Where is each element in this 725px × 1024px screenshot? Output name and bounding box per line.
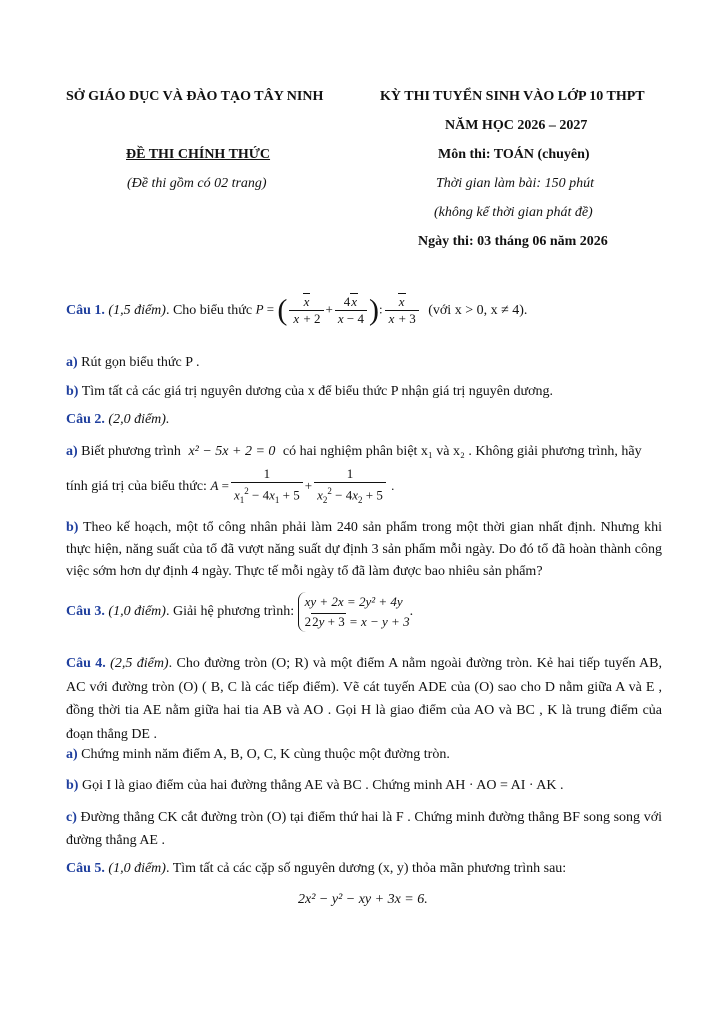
q3-eq2: 22y + 3 = x − y + 3 — [304, 614, 410, 629]
question-5 — [66, 858, 662, 880]
duration: Thời gian làm bài: 150 phút — [436, 176, 594, 191]
q2a-expression-line — [66, 466, 662, 506]
q4-text: . Cho đường tròn (O; R) và một điểm A nằm ngoài đường tròn. Kẻ hai tiếp tuyến AB, AC với đường tròn (O) ( B, C là các tiếp điểm). Vẽ cát tuyến ADE của (O) sao cho D nằm giữa A và E , đồng thời tia AE nằm giữa hai tia AB và AO . Gọi H là giao điểm của AO và BC , K là trung điểm của đoạn thẳng DE . — [66, 656, 662, 742]
q2a — [66, 441, 662, 463]
q1-intro: . Cho biểu thức — [165, 302, 253, 318]
q1b-label: b) — [66, 384, 79, 399]
q2b-label: b) — [66, 520, 79, 535]
q4-label: Câu 4. — [66, 656, 106, 671]
q1a-text: Rút gọn biểu thức P . — [81, 355, 200, 370]
q1-label: Câu 1. — [66, 302, 105, 318]
q2-label: Câu 2. — [66, 412, 105, 427]
duration-note: (không kể thời gian phát đề) — [434, 205, 593, 220]
q2a-text1: Biết phương trình — [81, 444, 181, 459]
q2-points: (2,0 điểm). — [108, 412, 170, 427]
school-year: NĂM HỌC 2026 – 2027 — [445, 118, 588, 133]
q4b-label: b) — [66, 778, 79, 793]
q2b — [66, 517, 662, 583]
q5-text: . Tìm tất cả các cặp số nguyên dương (x, y) thỏa mãn phương trình sau: — [165, 861, 567, 876]
q3-eq1: xy + 2x = 2y² + 4y — [304, 594, 403, 609]
department-name: SỞ GIÁO DỤC VÀ ĐÀO TẠO TÂY NINH — [66, 89, 324, 104]
q1a-label: a) — [66, 355, 78, 370]
q5-points: (1,0 điểm) — [108, 861, 166, 876]
q4a-text: Chứng minh năm điểm A, B, O, C, K cùng thuộc một đường tròn. — [81, 747, 450, 762]
q3-points: (1,0 điểm) — [108, 604, 166, 619]
q3-text: . Giải hệ phương trình: — [165, 604, 295, 619]
q2a-label: a) — [66, 444, 78, 459]
official-label: ĐỀ THI CHÍNH THỨC — [126, 147, 271, 162]
q5-label: Câu 5. — [66, 861, 105, 876]
question-3: Câu 3. (1,0 điểm). Giải hệ phương trình: xy + 2x = 2y² + 4y 22y + 3 = x − y + 3 . — [66, 592, 662, 636]
exam-title: KỲ THI TUYỂN SINH VÀO LỚP 10 THPT — [380, 89, 645, 104]
q4b-text: Gọi I là giao điểm của hai đường thẳng AE và BC . Chứng minh AH · AO = AI · AK . — [81, 778, 564, 793]
q2a-text2: có hai nghiệm phân biệt x₁ và x₂ . Không giải phương trình, hãy — [282, 444, 642, 459]
q2a-expression: A = $\frac{1}{x_1^2 - 4x_1 + 5}$ + $\frac{1}{x_2^2 - 4x_2 + 5}$ . — [210, 466, 395, 505]
pages-note: (Đề thi gồm có 02 trang) — [127, 176, 267, 191]
exam-date: Ngày thi: 03 tháng 06 năm 2026 — [418, 234, 608, 249]
q4-points: (2,5 điểm) — [110, 656, 169, 671]
question-1 — [66, 294, 662, 336]
q4c — [66, 806, 662, 852]
q4a-label: a) — [66, 747, 78, 762]
question-2 — [66, 409, 662, 431]
q1a — [66, 352, 662, 374]
q3-system — [298, 592, 410, 632]
q3-eq2-rhs: = x − y + 3 — [348, 614, 410, 629]
q4c-label: c) — [66, 810, 77, 825]
q2a-text3: tính giá trị của biểu thức: — [66, 478, 207, 494]
q4c-text: Đường thẳng CK cắt đường tròn (O) tại điểm thứ hai là F . Chứng minh đường thẳng BF song song với đường thẳng AE . — [66, 810, 662, 848]
q4b — [66, 775, 662, 797]
q5-equation: 2x² − y² − xy + 3x = 6. — [298, 892, 428, 907]
q1b-text: Tìm tất cả các giá trị nguyên dương của x để biểu thức P nhận giá trị nguyên dương. — [81, 384, 554, 399]
q3-label: Câu 3. — [66, 604, 105, 619]
q2a-equation: x² − 5x + 2 = 0 — [188, 444, 276, 459]
q4a — [66, 744, 662, 766]
q1-expression: P = ( $\frac{x}{x + 2}$ + $\frac{4x}{x - 4}$ ): $\frac{x}{x + 3}$ — [256, 294, 421, 327]
q1b — [66, 381, 662, 403]
q1-points: (1,5 điểm) — [108, 302, 166, 318]
q1-condition: (với x > 0, x ≠ 4). — [428, 302, 528, 318]
question-4 — [66, 652, 662, 746]
subject: Môn thi: TOÁN (chuyên) — [438, 147, 590, 162]
q2b-text: Theo kế hoạch, một tổ công nhân phải làm 240 sản phẩm trong một thời gian nhất định. Nhưng khi thực hiện, năng suất của tổ đã vượt năng suất dự định 3 sản phẩm mỗi ngày. Do đó tổ đã hoàn thành công việc sớm hơn dự định 4 ngày. Thực tế mỗi ngày tổ đã làm được bao nhiêu sản phẩm? — [66, 520, 662, 579]
